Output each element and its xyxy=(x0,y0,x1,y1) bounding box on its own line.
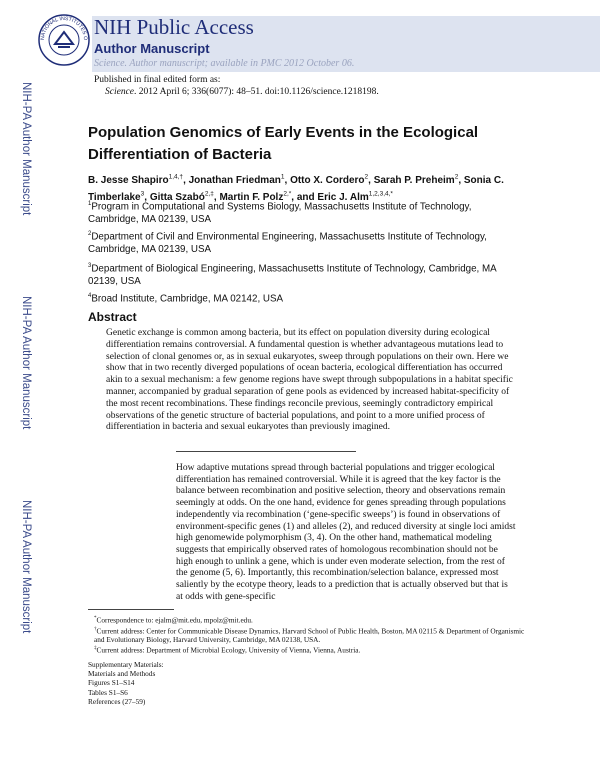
body-paragraph: How adaptive mutations spread through bacterial populations and trigger ecological differentiation has remained controversial. While it is agreed that the key factor is the balance between recombination and positive selection, theory and observations remain seemingly at odds. On the one hand, evidence for genes spreading through populations independently via recombination (‘gene-specific sweeps’) is found in observations of environment-specific genes (1) and alleles (2), and reduced diversity at single loci amidst high genomewide polymorphism (3, 4). On the other hand, mathematical modeling suggests that empirically observed rates of homologous recombination should not be high enough to unlink a gene, which is under even moderate selection, from the rest of the genome (5, 6). Importantly, this recombination/selection balance, expressed most saliently by the ecotype theory, leads to a prediction that is actually observed but that is at odds with gene-specific xyxy=(176,463,516,602)
affiliation: $^1$Program in Computational and Systems Biology, Massachusetts Institute of Technology, Cambridge, MA 02139, USA xyxy=(88,201,472,225)
side-watermark: NIH-PA Author Manuscript xyxy=(20,296,32,430)
side-watermark: NIH-PA Author Manuscript xyxy=(20,82,32,216)
supplementary-item: References (27–59) xyxy=(88,696,146,706)
nih-public-access-title: NIH Public Access xyxy=(94,15,254,39)
author: Jonathan Friedman$^1$, xyxy=(188,174,291,187)
author: B. Jesse Shapiro$^{1,4,\dagger}$, xyxy=(88,174,189,187)
affiliation: $^4$Broad Institute, Cambridge, MA 02142, USA xyxy=(88,293,284,305)
supplementary-item: Tables S1–S6 xyxy=(88,687,128,697)
author: Eric J. Alm$^{1,2,3,4,*}$ xyxy=(317,190,393,203)
footnote-current-address-2: ‡Current address: Department of Microbial Ecology, University of Vienna, Vienna, Austria. xyxy=(94,645,361,655)
published-label: Published in final edited form as: xyxy=(94,75,221,85)
affiliation: $^3$Department of Biological Engineering, Massachusetts Institute of Technology, Cambridge, MA 02139, USA xyxy=(88,263,497,287)
article-title: Population Genomics of Early Events in the Ecological Differentiation of Bacteria xyxy=(88,124,479,163)
abstract-text: Genetic exchange is common among bacteria, but its effect on population diversity during ecological differentiation remains controversial. A fundamental question is whether advantageous mutations lead to selection of clonal genomes or, as in sexual eukaryotes, sweep through populations on their own. Here we show that in two recently diverged populations of ocean bacteria, ecological differentiation has occurred akin to a sexual mechanism: a few genome regions have swept through subpopulations in a habitat specific manner, accompanied by gradual separation of gene pools as evidenced by increased habitat-specificity of the most recent recombinations. These findings reconcile previous, seemingly contradictory empirical observations of the genetic structure of bacterial populations, and point to a more unified process of differentiation in bacteria and sexual eukaryotes than previously imagined. xyxy=(106,328,513,433)
author: Gitta Szabó$^{2,\ddagger}$, xyxy=(149,190,220,203)
journal-name: Science xyxy=(105,87,135,97)
supplementary-item: Figures S1–S14 xyxy=(88,678,135,688)
footnote-current-address-1: †Current address: Center for Communicable Disease Dynamics, Harvard School of Public Health, Boston, MA 02115 & Department of Organismic and Evolutionary Biology, Harvard University, Cambridge, MA 02138, USA. xyxy=(94,626,525,645)
pmc-availability-note: Science. Author manuscript; available in PMC 2012 October 06. xyxy=(94,58,355,69)
supplementary-heading: Supplementary Materials: xyxy=(88,660,164,669)
author: Martin F. Polz$^{2,*}$, and xyxy=(219,190,318,203)
footnote-correspondence: *Correspondence to: ejalm@mit.edu, mpolz@mit.edu. xyxy=(94,615,253,625)
author: Sonia C. Timberlake$^3$, xyxy=(88,175,504,203)
author: Otto X. Cordero$^2$, xyxy=(290,174,374,187)
abstract-heading: Abstract xyxy=(88,310,137,324)
footnotes xyxy=(88,614,528,655)
logo-lettering: NATIONAL INSTITUTES O xyxy=(39,15,89,41)
citation xyxy=(105,87,379,97)
author-manuscript-label: Author Manuscript xyxy=(94,41,210,56)
author: Sarah P. Preheim$^2$, xyxy=(373,174,464,187)
citation-details: . 2012 April 6; 336(6077): 48–51. doi:10.1126/science.1218198. xyxy=(134,87,379,97)
nih-logo-icon xyxy=(38,14,90,66)
supplementary-materials xyxy=(88,660,288,706)
divider xyxy=(176,451,356,452)
affiliation: $^2$Department of Civil and Environmental Engineering, Massachusetts Institute of Technology, Cambridge, MA 02139, USA xyxy=(88,231,487,255)
side-watermark: NIH-PA Author Manuscript xyxy=(20,500,32,634)
supplementary-item: Materials and Methods xyxy=(88,669,156,679)
footnote-divider xyxy=(88,609,174,610)
